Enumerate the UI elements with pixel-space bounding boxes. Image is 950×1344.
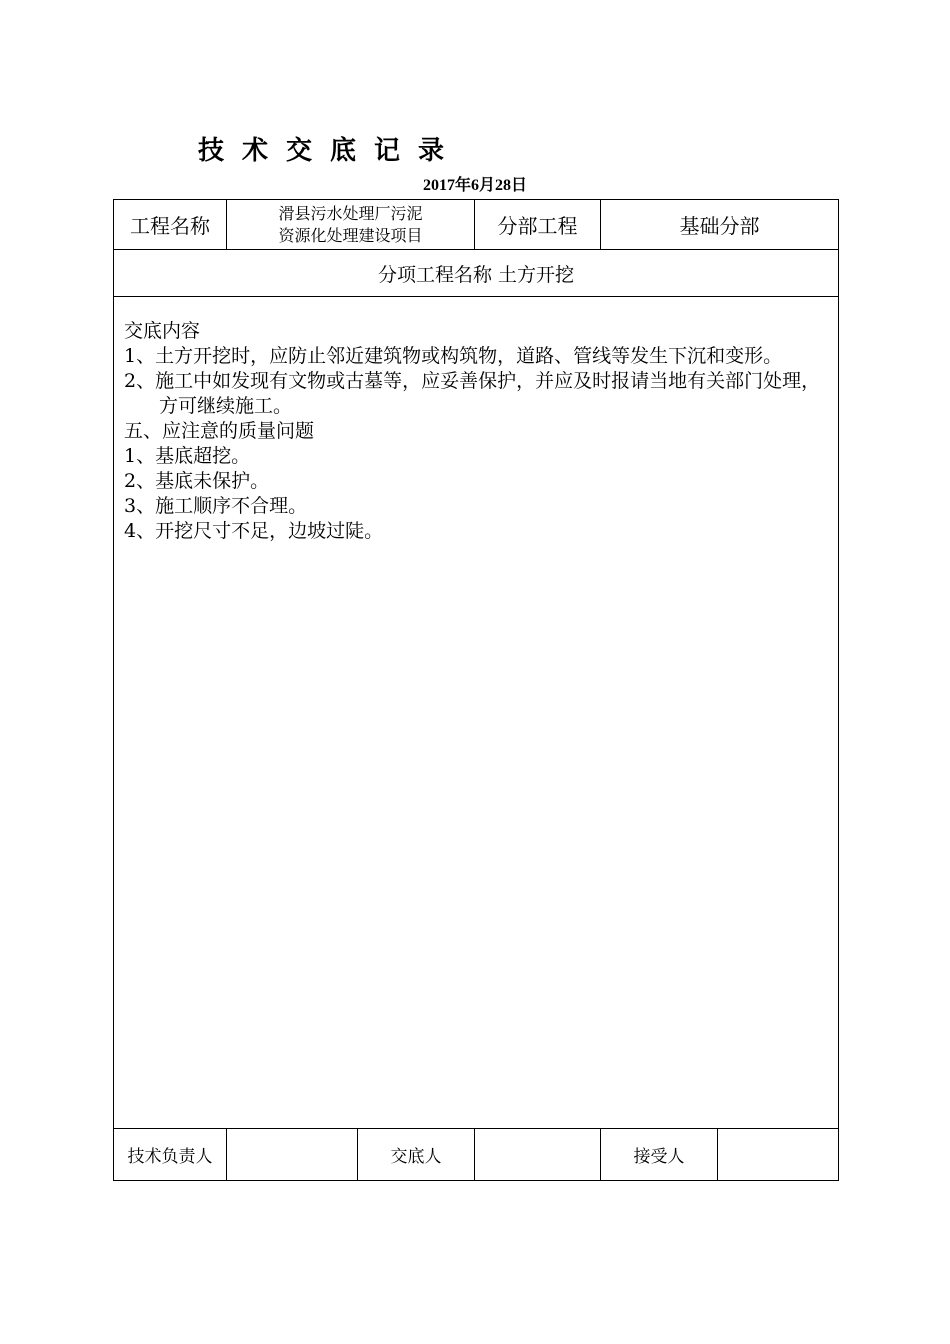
signature-row xyxy=(114,1129,839,1181)
content-row xyxy=(114,297,839,1129)
content-body xyxy=(114,297,838,544)
quality-item-3: 3、施工顺序不合理。 xyxy=(124,495,308,517)
project-info-row xyxy=(114,200,839,250)
quality-item-4: 4、开挖尺寸不足，边坡过陡。 xyxy=(124,520,384,542)
project-name-label: 工程名称 xyxy=(114,200,227,250)
division-label: 分部工程 xyxy=(475,200,601,250)
tech-lead-label: 技术负责人 xyxy=(114,1129,227,1181)
document-date: 2017年6月28日 xyxy=(422,177,527,194)
discloser-field xyxy=(475,1129,601,1181)
disclosure-record-table xyxy=(113,199,839,1181)
subitem-name: 分项工程名称 土方开挖 xyxy=(114,250,839,297)
content-heading: 交底内容 xyxy=(124,320,201,342)
quality-item-2: 2、基底未保护。 xyxy=(124,470,270,492)
document-title: 技术交底记录 xyxy=(198,136,463,166)
tech-lead-field xyxy=(227,1129,358,1181)
receiver-label: 接受人 xyxy=(601,1129,718,1181)
project-name-value xyxy=(227,200,475,250)
subitem-row xyxy=(114,250,839,297)
content-cell xyxy=(114,297,839,1129)
discloser-label: 交底人 xyxy=(358,1129,475,1181)
division-value: 基础分部 xyxy=(601,200,839,250)
quality-section-heading: 五、应注意的质量问题 xyxy=(124,420,315,442)
content-item-2: 2、施工中如发现有文物或古墓等，应妥善保护，并应及时报请当地有关部门处理，方可继续施工。 xyxy=(124,370,821,417)
content-item-1: 1、土方开挖时，应防止邻近建筑物或构筑物，道路、管线等发生下沉和变形。 xyxy=(124,345,783,367)
quality-item-1: 1、基底超挖。 xyxy=(124,445,251,467)
project-name-line-2: 资源化处理建设项目 xyxy=(278,225,423,245)
receiver-field xyxy=(718,1129,839,1181)
project-name-line-1: 滑县污水处理厂污泥 xyxy=(278,203,423,223)
